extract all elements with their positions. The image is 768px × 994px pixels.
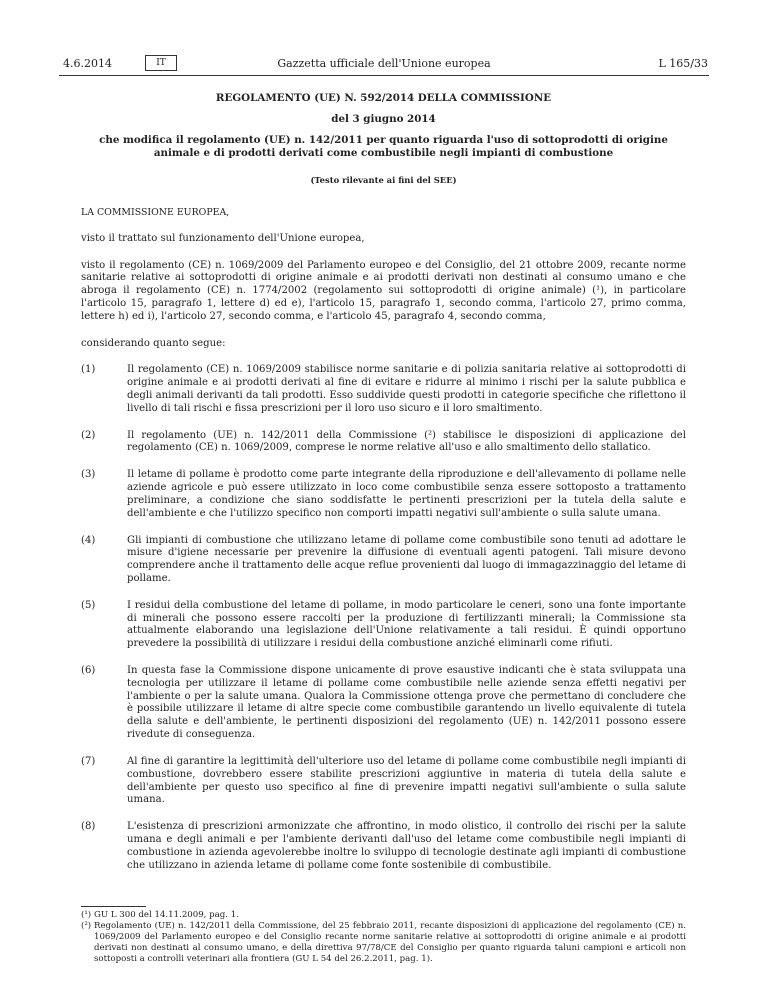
document-body <box>81 92 686 872</box>
footnote-mark: (²) <box>81 920 92 931</box>
recital-text: Al fine di garantire la legittimità dell'ulteriore uso del letame di pollame come combustibile negli impianti di combustione, dovrebbero essere stabilite prescrizioni aggiuntive in materia di tutela della salute e dell'ambiente per questo uso specifico al fine di prevenire impatti negativi sull'ambiente o sulla salute umana. <box>127 755 686 806</box>
recital-text: Il regolamento (UE) n. 142/2011 della Commissione (²) stabilisce le disposizioni di applicazione del regolamento (CE) n. 1069/2009, comprese le norme relative all'uso e allo smaltimento dello stallatico. <box>127 429 686 454</box>
recital-number: (7) <box>81 755 96 767</box>
eea-relevance: (Testo rilevante ai fini del SEE) <box>310 174 457 185</box>
recital-number: (5) <box>81 599 96 611</box>
journal-title: Gazzetta ufficiale dell'Unione europea <box>277 57 491 70</box>
recital-number: (8) <box>81 821 96 833</box>
citation-regulation: visto il regolamento (CE) n. 1069/2009 del Parlamento europeo e del Consiglio, del 21 ottobre 2009, recante norme sanitarie relative ai sottoprodotti di origine animale e ai prodotti derivati non destinati al consumo umano e che abroga il regolamento (CE) n. 1774/2002 (regolamento sui sottoprodotti di origine animale) (¹), in particolare l'articolo 15, paragrafo 1, lettere d) ed e), l'articolo 15, paragrafo 1, secondo comma, l'articolo 27, primo comma, lettere h) ed i), l'articolo 27, secondo comma, e l'articolo 45, paragrafo 4, secondo comma, <box>81 259 686 322</box>
footnote-text: GU L 300 del 14.11.2009, pag. 1. <box>94 910 239 920</box>
recital-number: (4) <box>81 534 96 546</box>
recital-1 <box>81 364 686 415</box>
citation-treaty: visto il trattato sul funzionamento dell'Unione europea, <box>81 232 365 244</box>
publication-date: 4.6.2014 <box>63 57 112 70</box>
footnote-divider <box>81 906 146 907</box>
page-header <box>0 53 768 77</box>
considerando-heading: considerando quanto segue: <box>81 337 226 349</box>
recital-7 <box>81 756 686 807</box>
footnote-mark: (¹) <box>81 910 92 920</box>
footnote-text: Regolamento (UE) n. 142/2011 della Commissione, del 25 febbraio 2011, recante disposizioni di applicazione del regolamento (CE) n. 1069/2009 del Parlamento europeo e del Consiglio recante norme sanitarie relative ai sottoprodotti di origine animale e ai prodotti derivati non destinati al consumo umano, e della direttiva 97/78/CE del Consiglio per quanto riguarda taluni campioni e articoli non sottoposti a controlli veterinari alla frontiera (GU L 54 del 26.2.2011, pag. 1). <box>94 920 686 964</box>
regulation-title: REGOLAMENTO (UE) N. 592/2014 DELLA COMMISSIONE <box>215 92 552 104</box>
recital-text: Il regolamento (CE) n. 1069/2009 stabilisce norme sanitarie e di polizia sanitaria relative ai sottoprodotti di origine animale e ai prodotti derivati al fine di evitare e ridurre al minimo i rischi per la salute pubblica e degli animali derivanti da tali prodotti. Esso suddivide questi prodotti in categorie specifiche che riflettono il livello di tali rischi e fissa prescrizioni per il loro uso sicuro e il loro smaltimento. <box>127 364 686 414</box>
recital-text: I residui della combustione del letame di pollame, in modo particolare le ceneri, sono una fonte importante di minerali che possono essere raccolti per la produzione di fertilizzanti minerali; la Commissione sta attualmente elaborando una legislazione dell'Unione relativamente a tali residui. È quindi opportuno prevedere la possibilità di utilizzare i residui della combustione anziché eliminarli come rifiuti. <box>127 599 686 650</box>
recital-text: In questa fase la Commissione dispone unicamente di prove esaustive indicanti che è stata sviluppata una tecnologia per utilizzare il letame di pollame come combustibile nelle aziende senza effetti negativi per l'ambiente o per la salute umana. Qualora la Commissione ottenga prove che permettano di concludere che è possibile utilizzare il letame di altre specie come combustibile garantendo un livello equivalente di tutela della salute e dell'ambiente, le pertinenti disposizioni del regolamento (UE) n. 142/2011 possono essere rivedute di conseguenza. <box>127 665 686 741</box>
footnote-1 <box>81 910 686 921</box>
page-reference: L 165/33 <box>658 57 708 70</box>
recital-3 <box>81 469 686 520</box>
footnotes <box>81 910 686 965</box>
recital-6 <box>81 665 686 742</box>
regulation-date: del 3 giugno 2014 <box>331 113 436 125</box>
recital-text: Il letame di pollame è prodotto come parte integrante della riproduzione e dell'allevamento di pollame nelle aziende agricole e può essere utilizzato in loco come combustibile senza essere sottoposto a trattamento preliminare, a condizione che siano soddisfatte le pertinenti prescrizioni per la tutela della salute e dell'ambiente e che l'utilizzo specifico non comporti impatti negativi sull'ambiente o sulla salute umana. <box>127 469 686 519</box>
footnote-2 <box>81 921 686 965</box>
recital-4 <box>81 535 686 586</box>
header-divider <box>59 75 709 76</box>
recital-number: (2) <box>81 429 96 441</box>
recital-number: (1) <box>81 364 96 376</box>
recital-number: (6) <box>81 665 96 676</box>
recital-2 <box>81 430 686 456</box>
recital-5 <box>81 600 686 651</box>
recital-text: Gli impianti di combustione che utilizzano letame di pollame come combustibile sono tenuti ad adottare le misure d'igiene necessarie per prevenire la diffusione di eventuali agenti patogeni. Tali misure devono comprendere anche il trattamento delle acque reflue provenienti dal luogo di immagazzinaggio del letame di pollame. <box>127 534 686 584</box>
recital-text: L'esistenza di prescrizioni armonizzate che affrontino, in modo olistico, il controllo dei rischi per la salute umana e degli animali e per l'ambiente derivanti dall'uso del letame come combustibile negli impianti di combustione in azienda agevolerebbe inoltre lo sviluppo di tecnologie destinate agli impianti di combustione che utilizzano in azienda letame di pollame come fonte sostenibile di combustibile. <box>127 821 686 871</box>
language-badge: IT <box>145 55 177 71</box>
recital-number: (3) <box>81 469 96 481</box>
recital-8 <box>81 821 686 872</box>
regulation-subject: che modifica il regolamento (UE) n. 142/2011 per quanto riguarda l'uso di sottoprodotti di origine animale e di prodotti derivati come combustibile negli impianti di combustione <box>99 134 668 160</box>
commission-heading: LA COMMISSIONE EUROPEA, <box>81 206 230 218</box>
